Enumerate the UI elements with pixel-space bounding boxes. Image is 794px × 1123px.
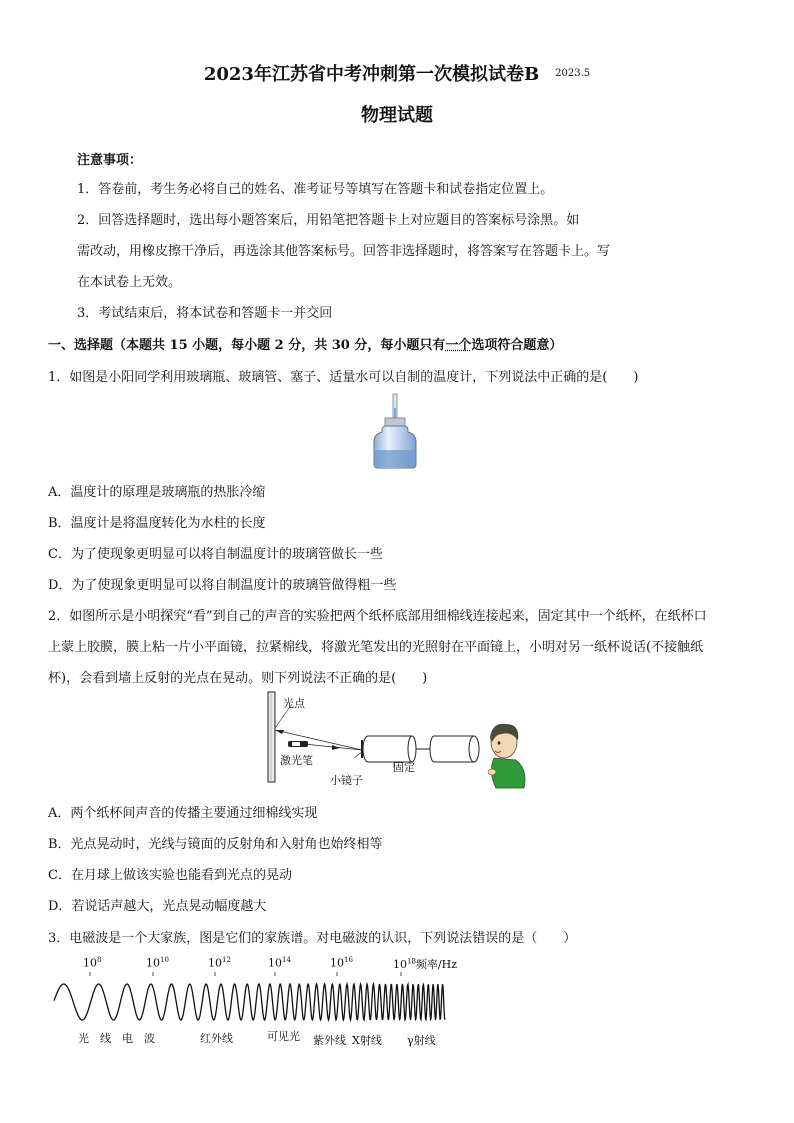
freq-tick-1-exp: 8 [97, 956, 102, 964]
freq-tick-6-base: 10 [393, 958, 407, 971]
freq-tick-1-base: 10 [83, 956, 97, 970]
section-heading-c: 选项符合题意） [471, 338, 563, 353]
freq-tick-4-base: 10 [268, 956, 282, 970]
freq-tick-2-exp: 10 [160, 956, 169, 964]
freq-tick-5-exp: 16 [344, 956, 353, 964]
em-wave-line [54, 984, 445, 1020]
q1-option-d: D．为了使现象更明显可以将自制温度计的玻璃管做得粗一些 [48, 578, 397, 593]
title-text: 2023年江苏省中考冲刺第一次模拟试卷B [203, 64, 540, 85]
q2-stem-line1: 2．如图所示是小明探究“看”到自己的声音的实验把两个纸杯底部用细棉线连接起来，固定其中一个纸杯，在纸杯口 [48, 609, 707, 624]
notice-item-2b: 需改动，用橡皮擦干净后，再选涂其他答案标号。回答非选择题时，将答案写在答题卡上。写 [77, 244, 611, 259]
sound-experiment-figure [262, 688, 532, 790]
band-xray: X射线 [352, 1034, 382, 1047]
freq-unit: 频率/Hz [415, 958, 458, 971]
section-heading-b: 一个 [445, 338, 472, 353]
freq-tick-3-exp: 12 [222, 956, 231, 964]
freq-tick-6 [393, 956, 457, 972]
exam-date: 2023.5 [555, 68, 591, 79]
notice-item-2a: 2．回答选择题时，选出每小题答案后，用铅笔把答题卡上对应题目的答案标号涂黑。如 [77, 213, 580, 228]
freq-tick-3-base: 10 [208, 956, 222, 970]
freq-tick-3 [208, 956, 231, 970]
band-gamma: γ射线 [407, 1034, 436, 1047]
q1-option-a: A．温度计的原理是玻璃瓶的热胀冷缩 [48, 485, 266, 500]
label-light-spot: 光点 [283, 697, 305, 710]
label-fixed: 固定 [393, 761, 415, 774]
q1-option-c: C．为了使现象更明显可以将自制温度计的玻璃管做长一些 [48, 547, 383, 562]
q2-option-a: A．两个纸杯间声音的传播主要通过细棉线实现 [48, 806, 318, 821]
notice-heading: 注意事项： [77, 153, 143, 168]
freq-tick-5-base: 10 [330, 956, 344, 970]
notice-item-2c: 在本试卷上无效。 [77, 275, 182, 290]
freq-tick-2 [146, 956, 169, 970]
boy-icon [488, 724, 525, 788]
notice-item-1: 1．答卷前，考生务必将自己的姓名、准考证号等填写在答题卡和试卷指定位置上。 [77, 182, 554, 197]
band-radio: 光 线 电 波 [78, 1032, 155, 1045]
section-heading-a: 一、选择题（本题共 15 小题，每小题 2 分，共 30 分，每小题只有 [48, 338, 446, 353]
exam-title [0, 60, 794, 86]
section-heading [48, 334, 562, 353]
q3-stem: 3．电磁波是一个大家族，图是它们的家族谱。对电磁波的认识，下列说法错误的是（ ） [48, 931, 577, 946]
band-visible: 可见光 [267, 1030, 300, 1043]
thermometer-bottle-figure [370, 392, 420, 472]
band-infrared: 红外线 [200, 1032, 233, 1045]
freq-tick-4-exp: 14 [282, 956, 291, 964]
freq-tick-1 [83, 956, 101, 970]
q2-option-c: C．在月球上做该实验也能看到光点的晃动 [48, 868, 292, 883]
q2-stem-line2: 上蒙上胶膜，膜上粘一片小平面镜，拉紧棉线，将激光笔发出的光照射在平面镜上，小明对另一纸杯说话(不接触纸 [48, 640, 704, 655]
em-spectrum-figure [50, 956, 460, 1050]
q2-option-b: B．光点晃动时，光线与镜面的反射角和入射角也始终相等 [48, 837, 383, 852]
notice-item-3: 3．考试结束后，将本试卷和答题卡一并交回 [77, 306, 333, 321]
label-small-mirror: 小镜子 [330, 774, 363, 787]
q2-stem-line3: 杯)，会看到墙上反射的光点在晃动。则下列说法不正确的是( ) [48, 671, 428, 686]
q1-stem: 1．如图是小阳同学利用玻璃瓶、玻璃管、塞子、适量水可以自制的温度计，下列说法中正确的是( ) [48, 370, 639, 385]
subject-title: 物理试题 [361, 105, 433, 126]
band-ultraviolet: 紫外线 [313, 1034, 346, 1047]
freq-tick-6-exp: 18 [407, 957, 416, 966]
freq-tick-2-base: 10 [146, 956, 160, 970]
freq-tick-5 [330, 956, 353, 970]
label-laser-pen: 激光笔 [280, 754, 313, 767]
q1-option-b: B．温度计是将温度转化为水柱的长度 [48, 516, 266, 531]
q2-option-d: D．若说话声越大，光点晃动幅度越大 [48, 899, 267, 914]
freq-tick-4 [268, 956, 291, 970]
